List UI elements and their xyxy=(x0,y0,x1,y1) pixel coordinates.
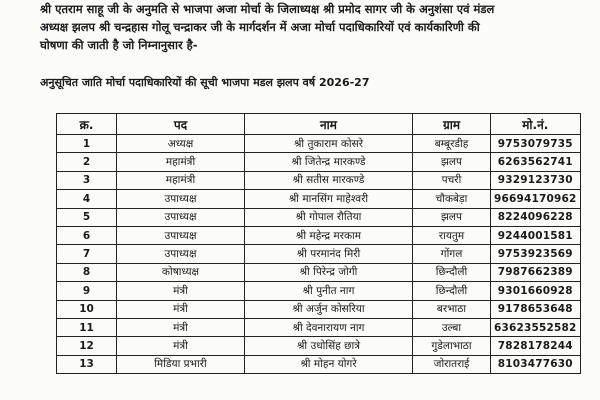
cell-sno: 1 xyxy=(57,135,117,153)
cell-village: झलप xyxy=(413,153,491,171)
header-village: ग्राम xyxy=(413,114,491,135)
cell-sno: 3 xyxy=(57,171,117,189)
office-bearers-table xyxy=(56,113,581,374)
intro-line-2: अध्यक्ष झलप श्री चन्द्रहास गोलू चन्द्राकर जी के मार्गदर्शन में अजा मोर्चा पदाधिकारियों एवं कार्यकारिणी की xyxy=(40,20,480,34)
cell-village: गोंगल xyxy=(413,245,491,263)
table-header-row xyxy=(57,114,581,135)
cell-post: उपाध्यक्ष xyxy=(117,190,245,208)
cell-post: मंत्री xyxy=(117,300,245,318)
table-row xyxy=(57,171,581,189)
intro-line-1: श्री एतराम साहू जी के अनुमति से भाजपा अजा मोर्चा के जिलाध्यक्ष श्री प्रमोद सागर जी के अनुशंसा एवं मंडल xyxy=(40,2,495,16)
cell-name: श्री परमानंद मिरी xyxy=(245,245,413,263)
list-title: अनुसूचित जाति मोर्चा पदाधिकारियों की सूची भाजपा मडल झलप वर्ष 2026-27 xyxy=(40,76,370,89)
cell-name: श्री अर्जुन कोसरिया xyxy=(245,300,413,318)
cell-village: बम्बूरडीह xyxy=(413,135,491,153)
cell-sno: 5 xyxy=(57,208,117,226)
cell-post: मंत्री xyxy=(117,282,245,300)
cell-sno: 8 xyxy=(57,263,117,281)
cell-village: चौकबेड़ा xyxy=(413,190,491,208)
cell-sno: 6 xyxy=(57,226,117,244)
cell-phone: 7987662389 xyxy=(491,263,581,281)
cell-village: छिन्दौली xyxy=(413,282,491,300)
cell-name: श्री महेन्द्र मरकाम xyxy=(245,226,413,244)
cell-name: श्री तुकाराम कोसरे xyxy=(245,135,413,153)
cell-phone: 9753079735 xyxy=(491,135,581,153)
cell-name: श्री उधोसिंह छात्रे xyxy=(245,337,413,355)
intro-line-3: घोषणा की जाती है जो निम्नानुसार है- xyxy=(40,38,198,52)
cell-sno: 9 xyxy=(57,282,117,300)
cell-name: श्री पुनीत नाग xyxy=(245,282,413,300)
cell-post: मंत्री xyxy=(117,318,245,336)
cell-post: महामंत्री xyxy=(117,153,245,171)
cell-phone: 7828178244 xyxy=(491,337,581,355)
cell-post: उपाध्यक्ष xyxy=(117,226,245,244)
cell-post: उपाध्यक्ष xyxy=(117,245,245,263)
cell-sno: 2 xyxy=(57,153,117,171)
table-row xyxy=(57,226,581,244)
cell-sno: 4 xyxy=(57,190,117,208)
cell-name: श्री जितेन्द्र मारकण्डे xyxy=(245,153,413,171)
table-row xyxy=(57,190,581,208)
cell-sno: 13 xyxy=(57,355,117,373)
cell-phone: 6263562741 xyxy=(491,153,581,171)
table-row xyxy=(57,318,581,336)
cell-phone: 8103477630 xyxy=(491,355,581,373)
cell-phone: 8224096228 xyxy=(491,208,581,226)
table-row xyxy=(57,135,581,153)
header-name: नाम xyxy=(245,114,413,135)
table-row xyxy=(57,245,581,263)
table-row xyxy=(57,263,581,281)
cell-post: अध्यक्ष xyxy=(117,135,245,153)
table-row xyxy=(57,355,581,373)
table-row xyxy=(57,282,581,300)
cell-name: श्री मोहन योगरे xyxy=(245,355,413,373)
cell-village: पचरी xyxy=(413,171,491,189)
header-sno: क्र. xyxy=(57,114,117,135)
cell-post: मिडिया प्रभारी xyxy=(117,355,245,373)
cell-name: श्री पिरेन्द्र जोगी xyxy=(245,263,413,281)
cell-name: श्री देवनारायण नाग xyxy=(245,318,413,336)
cell-phone: 9753923569 xyxy=(491,245,581,263)
cell-phone: 9301660928 xyxy=(491,282,581,300)
cell-phone: 63623552582 xyxy=(491,318,581,336)
cell-village: रायतुम xyxy=(413,226,491,244)
table-row xyxy=(57,337,581,355)
cell-phone: 96694170962 xyxy=(491,190,581,208)
header-phone: मो.नं. xyxy=(491,114,581,135)
cell-post: महामंत्री xyxy=(117,171,245,189)
table-row xyxy=(57,153,581,171)
cell-village: छिन्दौली xyxy=(413,263,491,281)
cell-sno: 11 xyxy=(57,318,117,336)
header-post: पद xyxy=(117,114,245,135)
cell-sno: 12 xyxy=(57,337,117,355)
cell-village: गुडेलाभाठा xyxy=(413,337,491,355)
cell-post: उपाध्यक्ष xyxy=(117,208,245,226)
cell-village: बरभाठा xyxy=(413,300,491,318)
cell-name: श्री मानसिंग माहेश्वरी xyxy=(245,190,413,208)
cell-village: झलप xyxy=(413,208,491,226)
cell-village: जोरातराई xyxy=(413,355,491,373)
table-body xyxy=(57,135,581,374)
cell-village: उल्बा xyxy=(413,318,491,336)
cell-phone: 9329123730 xyxy=(491,171,581,189)
table-row xyxy=(57,208,581,226)
cell-phone: 9178653648 xyxy=(491,300,581,318)
cell-post: मंत्री xyxy=(117,337,245,355)
cell-phone: 9244001581 xyxy=(491,226,581,244)
cell-sno: 10 xyxy=(57,300,117,318)
cell-sno: 7 xyxy=(57,245,117,263)
cell-name: श्री गोपाल रौतिया xyxy=(245,208,413,226)
table-row xyxy=(57,300,581,318)
cell-post: कोषाध्यक्ष xyxy=(117,263,245,281)
intro-paragraph xyxy=(40,0,570,54)
cell-name: श्री सतीस मारकण्डे xyxy=(245,171,413,189)
